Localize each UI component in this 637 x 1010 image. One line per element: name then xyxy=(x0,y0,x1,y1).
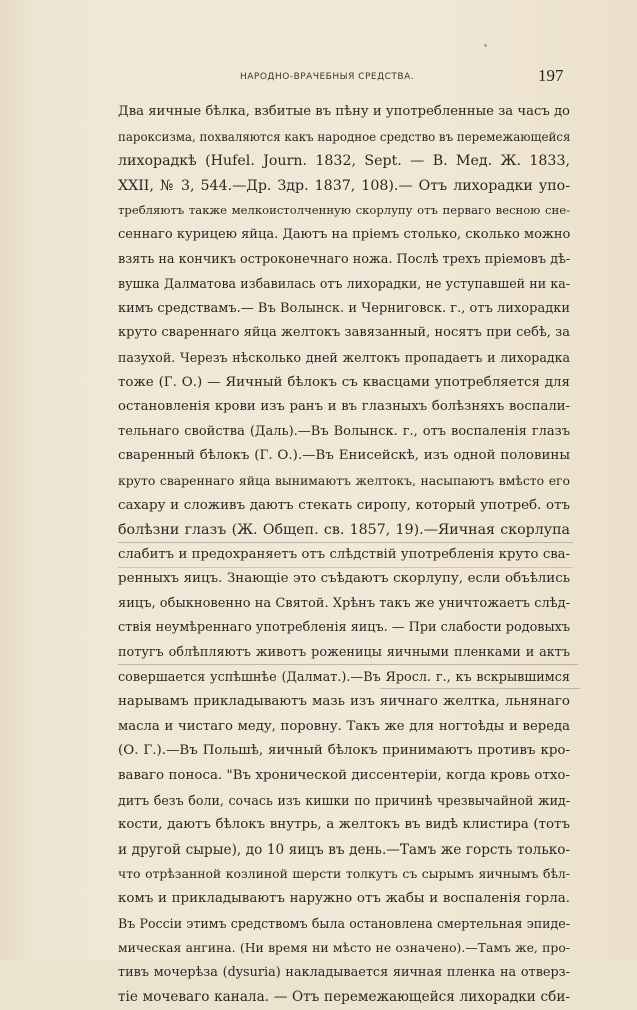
text-line: лихорадкѣ (Hufel. Journ. 1832, Sept. — В. Мед. Ж. 1833, xyxy=(118,153,570,170)
text-line: потугъ облѣпляютъ животъ роженицы яичными пленками и актъ xyxy=(118,645,570,661)
text-line: сахару и сложивъ даютъ стекать сиропу, который употреб. отъ xyxy=(118,497,570,513)
text-line: что отрѣзанной козлиной шерсти толкутъ съ сырымъ яичнымъ бѣл- xyxy=(118,866,570,882)
text-line: ваваго поноса. "Въ хронической диссентеріи, когда кровь отхо- xyxy=(118,768,570,784)
text-line: Два яичные бѣлка, взбитые въ пѣну и употребленные за часъ до xyxy=(118,104,570,119)
text-line: круто свареннаго яйца вынимаютъ желтокъ, насыпаютъ вмѣсто его xyxy=(118,472,570,488)
text-line: болѣзни глазъ (Ж. Общеп. св. 1857, 19).—Яичная скорлупа xyxy=(118,522,570,539)
text-line: круто свареннаго яйца желтокъ завязанный, носятъ при себѣ, за xyxy=(118,325,570,341)
text-line: тельнаго свойства (Даль).—Въ Волынск. г., отъ воспаленія глазъ xyxy=(118,423,570,439)
text-line: ствія неумѣреннаго употребленія яицъ. — При слабости родовыхъ xyxy=(118,620,571,636)
text-line: пазухой. Черезъ нѣсколько дней желтокъ пропадаетъ и лихорадка xyxy=(118,349,570,365)
text-line: остановленія крови изъ ранъ и въ глазныхъ болѣзняхъ воспали- xyxy=(118,399,570,415)
text-line: и другой сырые), до 10 яицъ въ день.—Тамъ же горсть только- xyxy=(118,841,570,858)
text-line: кости, даютъ бѣлокъ внутрь, а желтокъ въ видѣ клистира (тотъ xyxy=(118,817,570,833)
text-line: дитъ безъ боли, сочась изъ кишки по причинѣ чрезвычайной жид- xyxy=(118,792,570,808)
text-line: вушка Далматова избавилась отъ лихорадки, не уступавшей ни ка- xyxy=(118,276,570,292)
text-line: нарывамъ прикладываютъ мазь изъ яичнаго желтка, льнянаго xyxy=(118,694,570,710)
page-number: 197 xyxy=(538,66,564,85)
text-line: совершается успѣшнѣе (Далмат.).—Въ Яросл. г., къ вскрывшимся xyxy=(118,669,570,685)
running-title: НАРОДНО-ВРАЧЕБНЫЯ СРЕДСТВА. xyxy=(240,72,415,82)
text-line: тивъ мочерѣза (dysuria) накладывается яичная пленка на отверз- xyxy=(118,964,570,980)
text-line: ренныхъ яицъ. Знающіе это съѣдаютъ скорлупу, если объѣлись xyxy=(118,571,570,587)
text-line: масла и чистаго меду, поровну. Такъ же для ногтоѣды и вереда xyxy=(118,718,570,734)
text-line: яицъ, обыкновенно на Святой. Хрѣнъ такъ же уничтожаетъ слѣд- xyxy=(118,595,570,611)
text-line: сваренный бѣлокъ (Г. О.).—Въ Енисейскѣ, изъ одной половины xyxy=(118,448,570,464)
text-line: взять на кончикъ остроконечнаго ножа. Послѣ трехъ пріемовъ дѣ- xyxy=(118,251,571,267)
text-line: комъ и прикладываютъ наружно отъ жабы и воспаленія горла. xyxy=(118,891,570,906)
pencil-underline xyxy=(118,542,573,543)
text-line: тіе мочеваго канала. — Отъ перемежающейся лихорадки сби- xyxy=(118,989,570,1006)
text-line: Въ Россіи этимъ средствомъ была остановлена смертельная эпиде- xyxy=(118,915,570,931)
text-line: слабитъ и предохраняетъ отъ слѣдствій употребленія круто сва- xyxy=(118,546,570,562)
text-line: сеннаго курицею яйца. Даютъ на пріемъ столько, сколько можно xyxy=(118,226,571,242)
text-line: мическая ангина. (Ни время ни мѣсто не означено).—Тамъ же, про- xyxy=(118,940,570,956)
running-head xyxy=(0,66,637,86)
text-line: тоже (Г. О.) — Яичный бѣлокъ съ квасцами употребляется для xyxy=(118,374,570,390)
pencil-underline xyxy=(118,567,573,568)
pencil-underline xyxy=(118,664,578,665)
body-text xyxy=(118,100,570,1010)
pencil-underline xyxy=(380,688,580,689)
text-line: кимъ средствамъ.— Въ Волынск. и Черниговск. г., отъ лихорадки xyxy=(118,300,570,316)
text-line: (О. Г.).—Въ Польшѣ, яичный бѣлокъ принимаютъ противъ кро- xyxy=(118,743,570,759)
text-line: требляютъ также мелкоистолченную скорлупу отъ перваго весною сне- xyxy=(118,203,570,218)
text-line: пароксизма, похваляются какъ народное средство въ перемежающейся xyxy=(118,129,571,144)
paper-speck xyxy=(484,44,487,47)
text-line: XXII, № 3, 544.—Др. Здр. 1837, 108).— Отъ лихорадки упо- xyxy=(118,177,570,194)
